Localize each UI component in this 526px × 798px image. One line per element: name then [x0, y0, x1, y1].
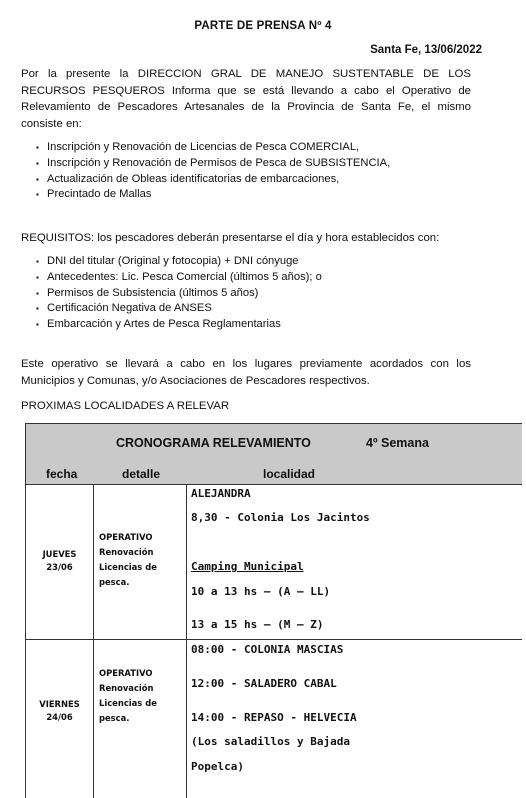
document-dateline: Santa Fe, 13/06/2022: [370, 44, 482, 56]
requisitos-list: [36, 254, 322, 333]
detalle-line: OPERATIVO: [99, 668, 153, 678]
localidad-line: 08:00 - COLONIA MASCIAS: [191, 643, 344, 656]
list-item: ▪ DNI del titular (Original y fotocopia) + DNI cónyuge: [36, 254, 322, 270]
lugares-paragraph: Este operativo se llevará a cabo en los lugares previamente acordados con los Municipios y Comunas, y/o Asociaciones de Pescadores respectivos.: [21, 358, 471, 387]
localidad-line: 8,30 - Colonia Los Jacintos: [191, 511, 370, 524]
localidad-line: 13 a 15 hs – (M – Z): [191, 618, 324, 631]
list-item: ▪ Certificación Negativa de ANSES: [36, 301, 322, 317]
detalle-line: Licencias de: [99, 562, 157, 572]
schedule-week: 4º Semana: [366, 436, 429, 450]
table-row-detalle: [99, 666, 185, 726]
row-date: 24/06: [46, 712, 73, 722]
table-row-date: [26, 548, 93, 574]
localidad-line: 14:00 - REPASO - HELVECIA: [191, 711, 357, 724]
list-item: ▪ Inscripción y Renovación de Permisos de Pesca de SUBSISTENCIA,: [36, 156, 390, 172]
column-header-localidad: localidad: [263, 467, 316, 481]
detalle-line: pesca.: [99, 577, 130, 587]
list-item: ▪ Embarcación y Artes de Pesca Reglamentarias: [36, 317, 322, 333]
detalle-line: pesca.: [99, 713, 130, 723]
row-day: JUEVES: [42, 549, 77, 559]
operativo-list: [36, 140, 390, 203]
list-item: ▪ Antecedentes: Lic. Pesca Comercial (últimos 5 años); o: [36, 270, 322, 286]
table-row-detalle: [99, 530, 185, 590]
localidad-line: Camping Municipal: [191, 560, 304, 573]
table-row-date: [26, 698, 93, 724]
localidad-line: Popelca): [191, 760, 244, 773]
schedule-title: CRONOGRAMA RELEVAMIENTO: [116, 436, 311, 450]
row-day: VIERNES: [39, 699, 80, 709]
localidad-line: ALEJANDRA: [191, 487, 251, 500]
document-title: PARTE DE PRENSA Nº 4: [194, 20, 332, 32]
list-item: ▪ Permisos de Subsistencia (últimos 5 años): [36, 286, 322, 302]
detalle-line: OPERATIVO: [99, 532, 153, 542]
schedule-table: [25, 423, 522, 798]
proximas-heading: PROXIMAS LOCALIDADES A RELEVAR: [21, 400, 230, 412]
localidad-line: 10 a 13 hs – (A – LL): [191, 585, 331, 598]
table-divider: [26, 639, 522, 640]
schedule-header: [26, 424, 522, 484]
row-date: 23/06: [46, 562, 73, 572]
intro-paragraph: Por la presente la DIRECCION GRAL DE MANEJO SUSTENTABLE DE LOS RECURSOS PESQUEROS Informa que se está llevando a cabo el Operativo de Relevamiento de Pescadores Artesanales de la Provincia de Santa Fe, el mismo consiste en:: [21, 68, 471, 130]
requisitos-paragraph: REQUISITOS: los pescadores deberán presentarse el día y hora establecidos con:: [21, 232, 440, 244]
table-divider: [186, 484, 187, 798]
detalle-line: Licencias de: [99, 698, 157, 708]
list-item: ▪ Inscripción y Renovación de Licencias de Pesca COMERCIAL,: [36, 140, 390, 156]
list-item: ▪ Precintado de Mallas: [36, 187, 390, 203]
detalle-line: Renovación: [99, 547, 154, 557]
localidad-line: (Los saladillos y Bajada: [191, 735, 350, 748]
column-header-detalle: detalle: [122, 467, 161, 481]
localidad-line: 12:00 - SALADERO CABAL: [191, 677, 337, 690]
table-divider: [93, 484, 94, 798]
detalle-line: Renovación: [99, 683, 154, 693]
column-header-fecha: fecha: [46, 467, 78, 481]
table-divider: [26, 484, 522, 485]
list-item: ▪ Actualización de Obleas identificatorias de embarcaciones,: [36, 172, 390, 188]
